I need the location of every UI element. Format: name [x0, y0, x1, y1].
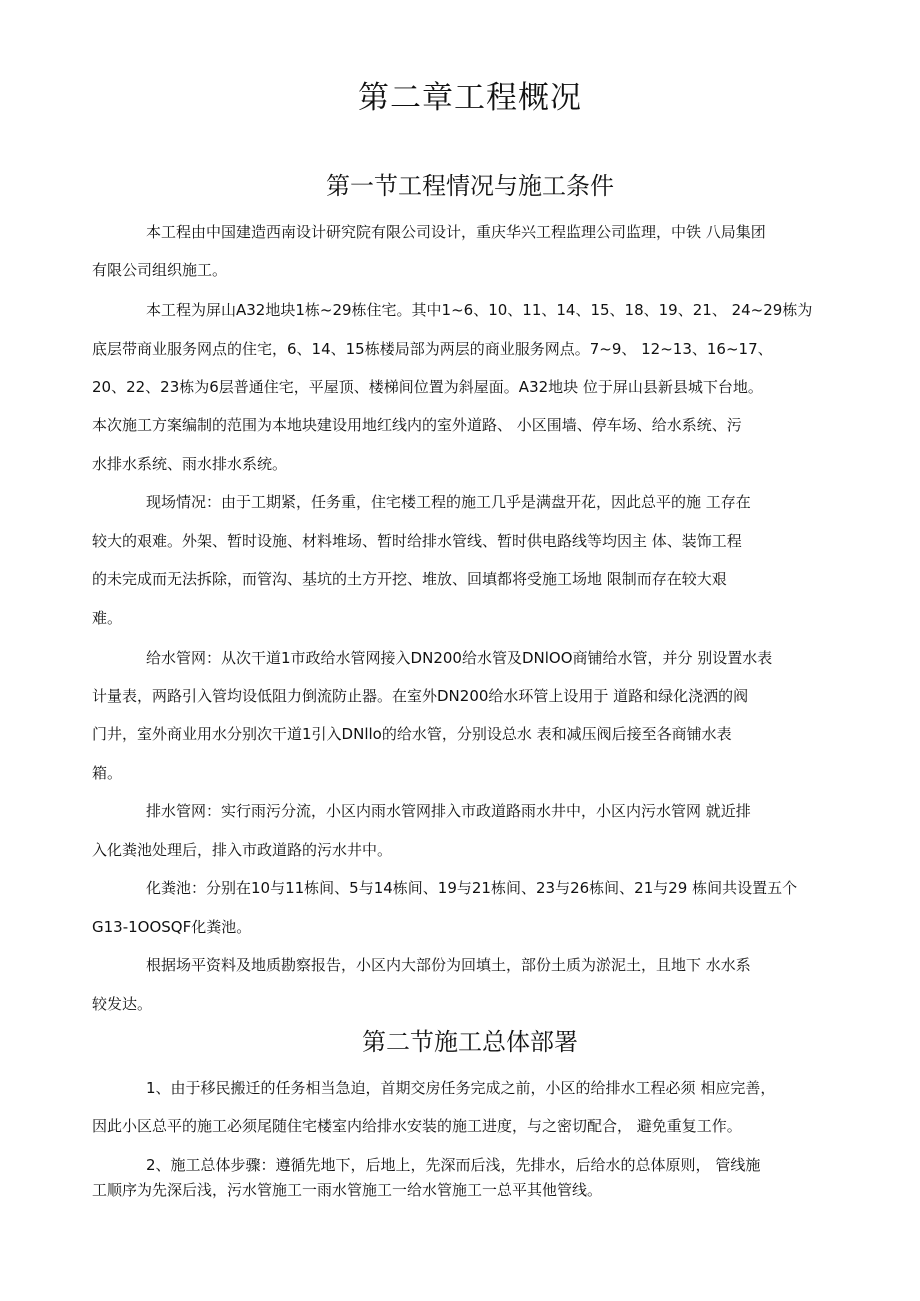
text-line: G13-1OOSQF化粪池。	[92, 918, 252, 936]
text-line: 较发达。	[92, 995, 153, 1013]
text-line: 计量表，两路引入管均设低阻力倒流防止器。在室外DN200给水环管上设用于 道路和绿化浇洒的阀	[92, 687, 749, 705]
text-line: 门井，室外商业用水分别次干道1引入DNllo的给水管，分别设总水 表和减压阀后接至各商铺水表	[92, 725, 732, 743]
text-line: 20、22、23栋为6层普通住宅，平屋顶、楼梯间位置为斜屋面。A32地块 位于屏山县新县城下台地。	[92, 378, 763, 396]
text-line: 1、由于移民搬迁的任务相当急迫，首期交房任务完成之前，小区的给排水工程必须 相应完善，	[146, 1079, 776, 1097]
section-title-1: 第一节工程情况与施工条件	[326, 172, 614, 200]
text-line: 的未完成而无法拆除，而管沟、基坑的土方开挖、堆放、回填都将受施工场地 限制而存在较大艰	[92, 570, 727, 588]
text-line: 本工程为屏山A32地块1栋~29栋住宅。其中1~6、10、11、14、15、18、19、21、 24~29栋为	[146, 301, 813, 319]
section-title-2: 第二节施工总体部署	[362, 1028, 578, 1056]
text-line: 水排水系统、雨水排水系统。	[92, 455, 288, 473]
text-line: 2、施工总体步骤：遵循先地下，后地上，先深而后浅，先排水，后给水的总体原则， 管线施	[146, 1156, 761, 1174]
text-line: 本次施工方案编制的范围为本地块建设用地红线内的室外道路、 小区围墙、停车场、给水系统、污	[92, 416, 742, 434]
text-line: 有限公司组织施工。	[92, 261, 228, 279]
chapter-title: 第二章工程概况	[358, 80, 582, 116]
text-line: 箱。	[92, 764, 123, 782]
text-line: 现场情况：由于工期紧，任务重，住宅楼工程的施工几乎是满盘开花，因此总平的施 工存在	[146, 493, 751, 511]
text-line: 排水管网：实行雨污分流，小区内雨水管网排入市政道路雨水井中，小区内污水管网 就近排	[146, 802, 751, 820]
text-line: 给水管网：从次干道1市政给水管网接入DN200给水管及DNlOO商铺给水管，并分 别设置水表	[146, 649, 773, 667]
text-line: 入化粪池处理后，排入市政道路的污水井中。	[92, 841, 393, 859]
text-line: 较大的艰难。外架、暂时设施、材料堆场、暂时给排水管线、暂时供电路线等均因主 体、装饰工程	[92, 532, 742, 550]
text-line: 难。	[92, 609, 123, 627]
text-line: 工顺序为先深后浅，污水管施工一雨水管施工一给水管施工一总平其他管线。	[92, 1181, 603, 1199]
text-line: 底层带商业服务网点的住宅，6、14、15栋楼局部为两层的商业服务网点。7~9、 12~13、16~17、	[92, 340, 773, 358]
text-line: 化粪池：分别在10与11栋间、5与14栋间、19与21栋间、23与26栋间、21与29 栋间共设置五个	[146, 879, 798, 897]
text-line: 本工程由中国建造西南设计研究院有限公司设计，重庆华兴工程监理公司监理，中铁 八局集团	[146, 223, 766, 241]
text-line: 因此小区总平的施工必须尾随住宅楼室内给排水安装的施工进度，与之密切配合， 避免重复工作。	[92, 1117, 742, 1135]
text-line: 根据场平资料及地质勘察报告，小区内大部份为回填土，部份土质为淤泥土，且地下 水水系	[146, 956, 751, 974]
